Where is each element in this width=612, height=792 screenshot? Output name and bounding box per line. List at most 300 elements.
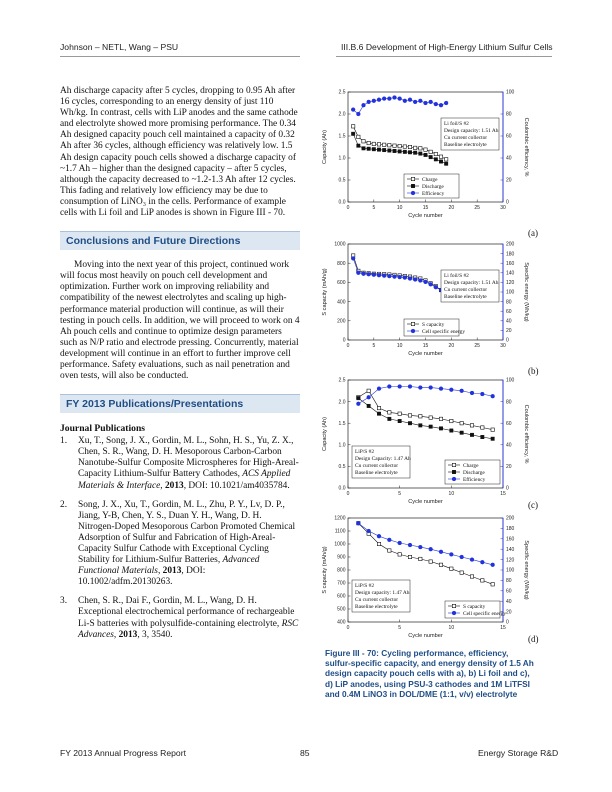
data-point [450, 429, 453, 432]
annotation-text: Cu current collector [444, 135, 488, 141]
data-point [377, 534, 381, 538]
y2-tick-label: 200 [506, 515, 515, 522]
data-point [408, 414, 411, 417]
data-point [408, 555, 411, 558]
data-point [382, 97, 386, 101]
x-tick-label: 30 [500, 343, 506, 349]
y-tick-label: 0.0 [338, 485, 346, 492]
data-point [413, 100, 417, 104]
reference-item: 1. Xu, T., Song, J. X., Gordin, M. L., Sohn, H. S., Yu, Z. X., Chen, S. R., Wang, D. H. Mesoporous Carbon-Carbon Nanotube-Sulfur Composite Microspheres for High-Areal-Capacity Lithium-Sulfur Battery Cathodes, ACS Applied Materials & Interface, 2013, DOI: 10.1021/am4035784. [60, 436, 299, 491]
data-point [387, 538, 391, 542]
data-point [424, 148, 427, 151]
x-tick-label: 20 [448, 343, 455, 349]
y-tick-label: 700 [337, 580, 346, 587]
annotation-text: LiP/S #2 [355, 449, 375, 455]
data-point [351, 257, 355, 261]
data-point [388, 411, 391, 414]
y2-tick-label: 40 [506, 598, 512, 605]
data-point [460, 555, 464, 559]
annotation-text: Cu current collector [444, 287, 488, 293]
x-axis-label: Cycle number [408, 213, 443, 219]
header-rule-right [336, 56, 552, 57]
data-point [429, 547, 433, 551]
data-point [372, 148, 375, 151]
data-point [387, 97, 391, 101]
data-point [439, 563, 442, 566]
data-point [357, 135, 360, 138]
data-point [429, 100, 433, 104]
y-tick-label: 1000 [334, 541, 346, 548]
y-tick-label: 1200 [334, 515, 346, 522]
y2-tick-label: 100 [506, 377, 515, 384]
data-point [424, 280, 428, 284]
data-point [444, 158, 447, 161]
data-point [356, 402, 360, 406]
data-point [470, 433, 473, 436]
data-point [388, 149, 391, 152]
data-point [413, 151, 416, 154]
data-point [429, 560, 432, 563]
annotation-text: Design capacity: 1.47 Ah [355, 590, 410, 596]
data-point [377, 148, 380, 151]
data-point [460, 389, 464, 393]
annotation-text: Baseline electrolyte [355, 470, 398, 476]
y-tick-label: 1.5 [338, 420, 346, 427]
data-point [357, 144, 360, 147]
y-tick-label: 1.0 [338, 155, 346, 162]
y-tick-label: 200 [337, 318, 346, 325]
data-point [362, 272, 366, 276]
data-point [367, 141, 370, 144]
y2-tick-label: 80 [506, 111, 512, 118]
data-point [491, 437, 494, 440]
y2-tick-label: 20 [506, 328, 512, 335]
data-point [357, 396, 360, 399]
y2-tick-label: 60 [506, 133, 512, 140]
x-tick-label: 10 [396, 343, 403, 349]
data-point [424, 101, 428, 105]
data-point [372, 99, 376, 103]
y2-tick-label: 20 [506, 609, 512, 616]
data-point [377, 143, 380, 146]
data-point [382, 148, 385, 151]
y2-tick-label: 80 [506, 578, 512, 585]
data-point [403, 276, 407, 280]
data-point [377, 387, 381, 391]
legend-marker [411, 184, 414, 187]
header-right: III.B.6 Development of High-Energy Lithium Sulfur Cells [341, 42, 553, 52]
y-tick-label: 500 [337, 606, 346, 613]
x-tick-label: 25 [474, 205, 480, 211]
legend-label: S capacity [422, 321, 445, 328]
x-axis-label: Cycle number [408, 633, 443, 639]
y2-tick-label: 40 [506, 155, 512, 162]
data-point [470, 558, 474, 562]
y2-tick-label: 0 [506, 337, 509, 344]
data-point [460, 422, 463, 425]
x-tick-label: 0 [346, 343, 350, 349]
y2-tick-label: 100 [506, 89, 515, 96]
legend-marker [452, 477, 456, 481]
figure-caption: Figure III - 70: Cycling performance, efficiency, sulfur-specific capacity, and energy density of 1.5 Ah design capacity pouch cells with a), b) Li foil and c), d) LiP anodes, using PSU-3 cathodes and 1M LiTFSI and 0.4M LiNO3 in DOL/DME (1:1, v/v) electrolyte [325, 648, 534, 699]
legend-marker [452, 604, 455, 607]
data-point [444, 162, 447, 165]
x-tick-label: 15 [500, 491, 506, 497]
data-point [419, 557, 422, 560]
data-point [388, 144, 391, 147]
reference-item: 3. Chen, S. R., Dai F., Gordin, M. L., Wang, D. H. Exceptional electrochemical performance of rechargeable Li-S batteries with polysulfide-containing electrolyte, RSC Advances, 2013, 3, 3540. [60, 596, 299, 640]
legend-label: S capacity [463, 603, 486, 610]
data-point [419, 424, 422, 427]
data-point [429, 416, 432, 419]
data-point [372, 273, 376, 277]
y2-axis-label: Specific energy (Wh/kg) [523, 540, 529, 600]
x-tick-label: 0 [346, 491, 350, 497]
data-point [418, 99, 422, 103]
legend-marker [411, 329, 415, 333]
data-point [460, 431, 463, 434]
y-tick-label: 2.0 [338, 399, 346, 406]
intro-paragraph: Ah discharge capacity after 5 cycles, dropping to 0.95 Ah after 16 cycles, corresponding to an energy density of just 110 Wh/kg. In contrast, cells with LiP anodes and the same cathode and electrolyte showed more promising performance. The 0.34 Ah designed capacity pouch cell maintained a capacity of 0.32 Ah after 36 cycles, although efficiency was relatively low. 1.5 Ah design capacity pouch cells showed a discharge capacity of ~1.7 Ah – higher than the designed capacity – after 5 cycles, although the capacity decreased to ~1.2-1.3 Ah after 12 cycles. This fading and relatively low efficiency may be due to consumption of LiNO₃ in the cells. Performance of example cells with Li foil and LiP anodes is shown in Figure III - 70. [60, 86, 298, 219]
y-tick-label: 800 [337, 260, 346, 267]
data-point [491, 563, 495, 567]
data-point [429, 155, 432, 158]
data-point [387, 385, 391, 389]
data-point [444, 101, 448, 105]
data-point [356, 521, 360, 525]
y2-tick-label: 160 [506, 536, 515, 543]
x-tick-label: 5 [372, 343, 376, 349]
data-point [367, 395, 371, 399]
y2-tick-label: 60 [506, 420, 512, 427]
legend-label: Efficiency [422, 190, 445, 197]
chart-c-svg [312, 374, 537, 514]
data-point [393, 275, 397, 279]
y-tick-label: 600 [337, 593, 346, 600]
data-point [408, 385, 412, 389]
data-point [481, 426, 484, 429]
panel-label-b: (b) [528, 366, 539, 376]
data-point [429, 282, 433, 286]
y2-axis-label: Specific energy (Wh/kg) [523, 262, 529, 322]
data-point [362, 103, 366, 107]
data-point [356, 271, 360, 275]
legend-label: Efficiency [463, 476, 486, 483]
y2-tick-label: 180 [506, 526, 515, 533]
y2-tick-label: 0 [506, 485, 509, 492]
y-tick-label: 1100 [334, 528, 346, 535]
annotation-text: Li foil/S #2 [444, 121, 469, 127]
chart-b [312, 238, 537, 368]
x-axis-label: Cycle number [408, 499, 443, 505]
data-point [424, 153, 427, 156]
data-point [351, 132, 354, 135]
y-tick-label: 600 [337, 280, 346, 287]
data-point [470, 391, 474, 395]
x-tick-label: 20 [448, 205, 455, 211]
data-point [481, 579, 484, 582]
data-point [434, 102, 438, 106]
data-point [377, 273, 381, 277]
data-point [491, 394, 495, 398]
data-point [419, 147, 422, 150]
y2-tick-label: 0 [506, 199, 509, 206]
y2-tick-label: 140 [506, 546, 515, 553]
data-point [403, 150, 406, 153]
data-point [398, 419, 401, 422]
data-point [470, 424, 473, 427]
data-point [439, 417, 442, 420]
data-point [393, 96, 397, 100]
chart-d [312, 512, 537, 646]
x-tick-label: 5 [398, 491, 402, 497]
y2-tick-label: 100 [506, 289, 515, 296]
data-point [377, 406, 380, 409]
data-point [439, 160, 442, 163]
reference-item: 2. Song, J. X., Xu, T., Gordin, M. L., Zhu, P. Y., Lv, D. P., Jiang, Y-B, Chen, Y. S., Duan Y. H., Wang, D. H. Nitrogen-Doped Mesoporous Carbon Promoted Chemical Adsorption of Sulfur and Fabrication of High-Areal-Capacity Sulfur Cathode with Exceptional Cycling Stability for Lithium-Sulfur Batteries, Advanced Functional Materials, 2013, DOI: 10.1002/adfm.20130263. [60, 499, 296, 588]
data-point [408, 151, 411, 154]
y-tick-label: 1.0 [338, 442, 346, 449]
section-title-conclusions: Conclusions and Future Directions [60, 231, 300, 250]
y2-tick-label: 60 [506, 588, 512, 595]
data-point [434, 158, 437, 161]
data-point [439, 387, 443, 391]
legend-label: Discharge [463, 469, 485, 476]
data-point [398, 553, 401, 556]
x-tick-label: 15 [422, 205, 429, 211]
data-point [429, 425, 432, 428]
footer-right: Energy Storage R&D [478, 748, 559, 758]
y-tick-label: 2.5 [338, 89, 346, 96]
data-point [481, 435, 484, 438]
data-point [367, 404, 370, 407]
legend-label: Charge [422, 176, 438, 183]
x-tick-label: 5 [372, 205, 376, 211]
chart-a-svg [312, 86, 537, 236]
y2-tick-label: 80 [506, 399, 512, 406]
section-title-publications: FY 2013 Publications/Presentations [60, 394, 300, 413]
y-tick-label: 2.0 [338, 111, 346, 118]
x-tick-label: 0 [346, 625, 350, 631]
data-point [351, 108, 355, 112]
y2-tick-label: 200 [506, 241, 515, 248]
data-point [491, 428, 494, 431]
data-point [403, 99, 407, 103]
y2-tick-label: 40 [506, 318, 512, 325]
x-tick-label: 0 [346, 205, 350, 211]
y-tick-label: 800 [337, 567, 346, 574]
data-point [387, 274, 391, 278]
data-point [434, 152, 437, 155]
left-column [60, 86, 300, 649]
data-point [418, 386, 422, 390]
x-tick-label: 30 [500, 205, 506, 211]
legend-label: Discharge [422, 183, 444, 190]
data-point [398, 144, 401, 147]
y2-tick-label: 160 [506, 260, 515, 267]
panel-label-d: (d) [528, 634, 539, 644]
data-point [450, 567, 453, 570]
legend-marker [411, 191, 415, 195]
y-tick-label: 0.5 [338, 464, 346, 471]
y-tick-label: 1.5 [338, 133, 346, 140]
y-tick-label: 2.5 [338, 377, 346, 384]
x-tick-label: 10 [448, 491, 455, 497]
data-point [408, 422, 411, 425]
data-point [377, 412, 380, 415]
x-tick-label: 10 [448, 625, 455, 631]
data-point [398, 275, 402, 279]
data-point [450, 419, 453, 422]
data-point [418, 545, 422, 549]
y2-tick-label: 100 [506, 567, 515, 574]
data-point [439, 103, 443, 107]
y-axis-label: Capacity (Ah) [322, 417, 328, 451]
data-point [356, 112, 360, 116]
data-point [480, 560, 484, 564]
data-point [439, 155, 442, 158]
chart-d-svg [312, 512, 537, 646]
data-point [408, 543, 412, 547]
reference-list [60, 436, 300, 641]
data-point [408, 277, 412, 281]
y-axis-label: S capacity (mAh/g) [322, 268, 328, 316]
y2-tick-label: 140 [506, 270, 515, 277]
x-tick-label: 10 [396, 205, 403, 211]
data-point [382, 143, 385, 146]
header-rule-left [60, 56, 300, 57]
x-tick-label: 15 [500, 625, 506, 631]
header-left: Johnson – NETL, Wang – PSU [60, 42, 179, 52]
legend-marker [411, 177, 414, 180]
legend-marker [452, 611, 456, 615]
y-tick-label: 1000 [334, 241, 346, 248]
y-tick-label: 0.0 [338, 199, 346, 206]
data-point [372, 142, 375, 145]
y2-axis-label: Coulombic efficiency, % [523, 404, 529, 464]
data-point [418, 279, 422, 283]
y-tick-label: 0 [342, 337, 346, 344]
data-point [413, 278, 417, 282]
annotation-text: LiP/S #2 [355, 583, 375, 589]
conclusions-paragraph: Moving into the next year of this project, continued work will focus most heavily on pouch cell development and optimization. Further work on improving reliability and compatibility of the newest electrolytes and scaling up high-performance material production will continue, as will their testing in pouch cells. In addition, we will proceed to work on 4 Ah pouch cells and continue to optimize design parameters such as N/P ratio and electrode pressing. Concurrently, material development will continue in an effort to further improve cell performance. Safety evaluations, such as nail penetration and oven tests, will also be conducted. [60, 260, 300, 382]
y-tick-label: 0.5 [338, 177, 346, 184]
data-point [398, 412, 401, 415]
data-point [393, 149, 396, 152]
y2-tick-label: 180 [506, 251, 515, 258]
data-point [388, 417, 391, 420]
data-point [429, 150, 432, 153]
y2-tick-label: 20 [506, 177, 512, 184]
x-tick-label: 15 [422, 343, 429, 349]
data-point [460, 571, 463, 574]
data-point [419, 415, 422, 418]
data-point [419, 152, 422, 155]
page-number: 85 [300, 748, 310, 758]
data-point [398, 541, 402, 545]
annotation-text: Design capacity: 1.51 Ah [444, 280, 499, 286]
data-point [480, 392, 484, 396]
data-point [382, 274, 386, 278]
annotation-text: Baseline electrolyte [355, 604, 398, 610]
data-point [491, 583, 494, 586]
data-point [449, 388, 453, 392]
x-tick-label: 25 [474, 343, 480, 349]
y2-tick-label: 120 [506, 557, 515, 564]
y-tick-label: 400 [337, 299, 346, 306]
chart-c [312, 374, 537, 514]
data-point [367, 529, 371, 533]
chart-a [312, 86, 537, 236]
legend-marker [452, 463, 455, 466]
y2-tick-label: 20 [506, 464, 512, 471]
y2-tick-label: 0 [506, 619, 509, 626]
data-point [362, 140, 365, 143]
data-point [393, 144, 396, 147]
data-point [367, 389, 370, 392]
x-axis-label: Cycle number [408, 351, 443, 357]
panel-label-c: (c) [528, 500, 538, 510]
y2-tick-label: 60 [506, 308, 512, 315]
data-point [449, 553, 453, 557]
data-point [367, 272, 371, 276]
data-point [377, 98, 381, 102]
panel-label-a: (a) [528, 228, 538, 238]
footer-left: FY 2013 Annual Progress Report [60, 748, 186, 758]
legend-label: Cell specific energy [422, 328, 466, 335]
data-point [367, 100, 371, 104]
data-point [362, 147, 365, 150]
y2-tick-label: 40 [506, 442, 512, 449]
data-point [408, 98, 412, 102]
annotation-text: Li foil/S #2 [444, 273, 469, 279]
data-point [470, 575, 473, 578]
data-point [351, 125, 354, 128]
annotation-text: Cu current collector [355, 463, 399, 469]
series-line [358, 398, 492, 439]
data-point [398, 150, 401, 153]
legend-label: Charge [463, 462, 479, 469]
data-point [367, 147, 370, 150]
data-point [398, 385, 402, 389]
data-point [398, 97, 402, 101]
y-tick-label: 400 [337, 619, 346, 626]
legend-marker [452, 470, 455, 473]
annotation-text: Design Capacity: 1.47 Ah [355, 456, 411, 462]
y-axis-label: Capacity (Ah) [322, 130, 328, 164]
data-point [434, 285, 438, 289]
data-point [408, 145, 411, 148]
data-point [439, 550, 443, 554]
y2-tick-label: 80 [506, 299, 512, 306]
y-tick-label: 900 [337, 554, 346, 561]
journal-heading: Journal Publications [60, 423, 146, 435]
y2-tick-label: 120 [506, 280, 515, 287]
data-point [388, 549, 391, 552]
chart-b-svg [312, 238, 537, 368]
annotation-text: Baseline electrolyte [444, 142, 487, 148]
legend-marker [411, 322, 414, 325]
data-point [429, 386, 433, 390]
data-point [413, 146, 416, 149]
y2-axis-label: Coulombic efficiency, % [523, 117, 529, 177]
annotation-text: Design capacity: 1.51 Ah [444, 128, 499, 134]
data-point [403, 145, 406, 148]
y-axis-label: S capacity (mAh/g) [322, 546, 328, 594]
annotation-text: Baseline electrolyte [444, 294, 487, 300]
data-point [377, 542, 380, 545]
data-point [439, 427, 442, 430]
